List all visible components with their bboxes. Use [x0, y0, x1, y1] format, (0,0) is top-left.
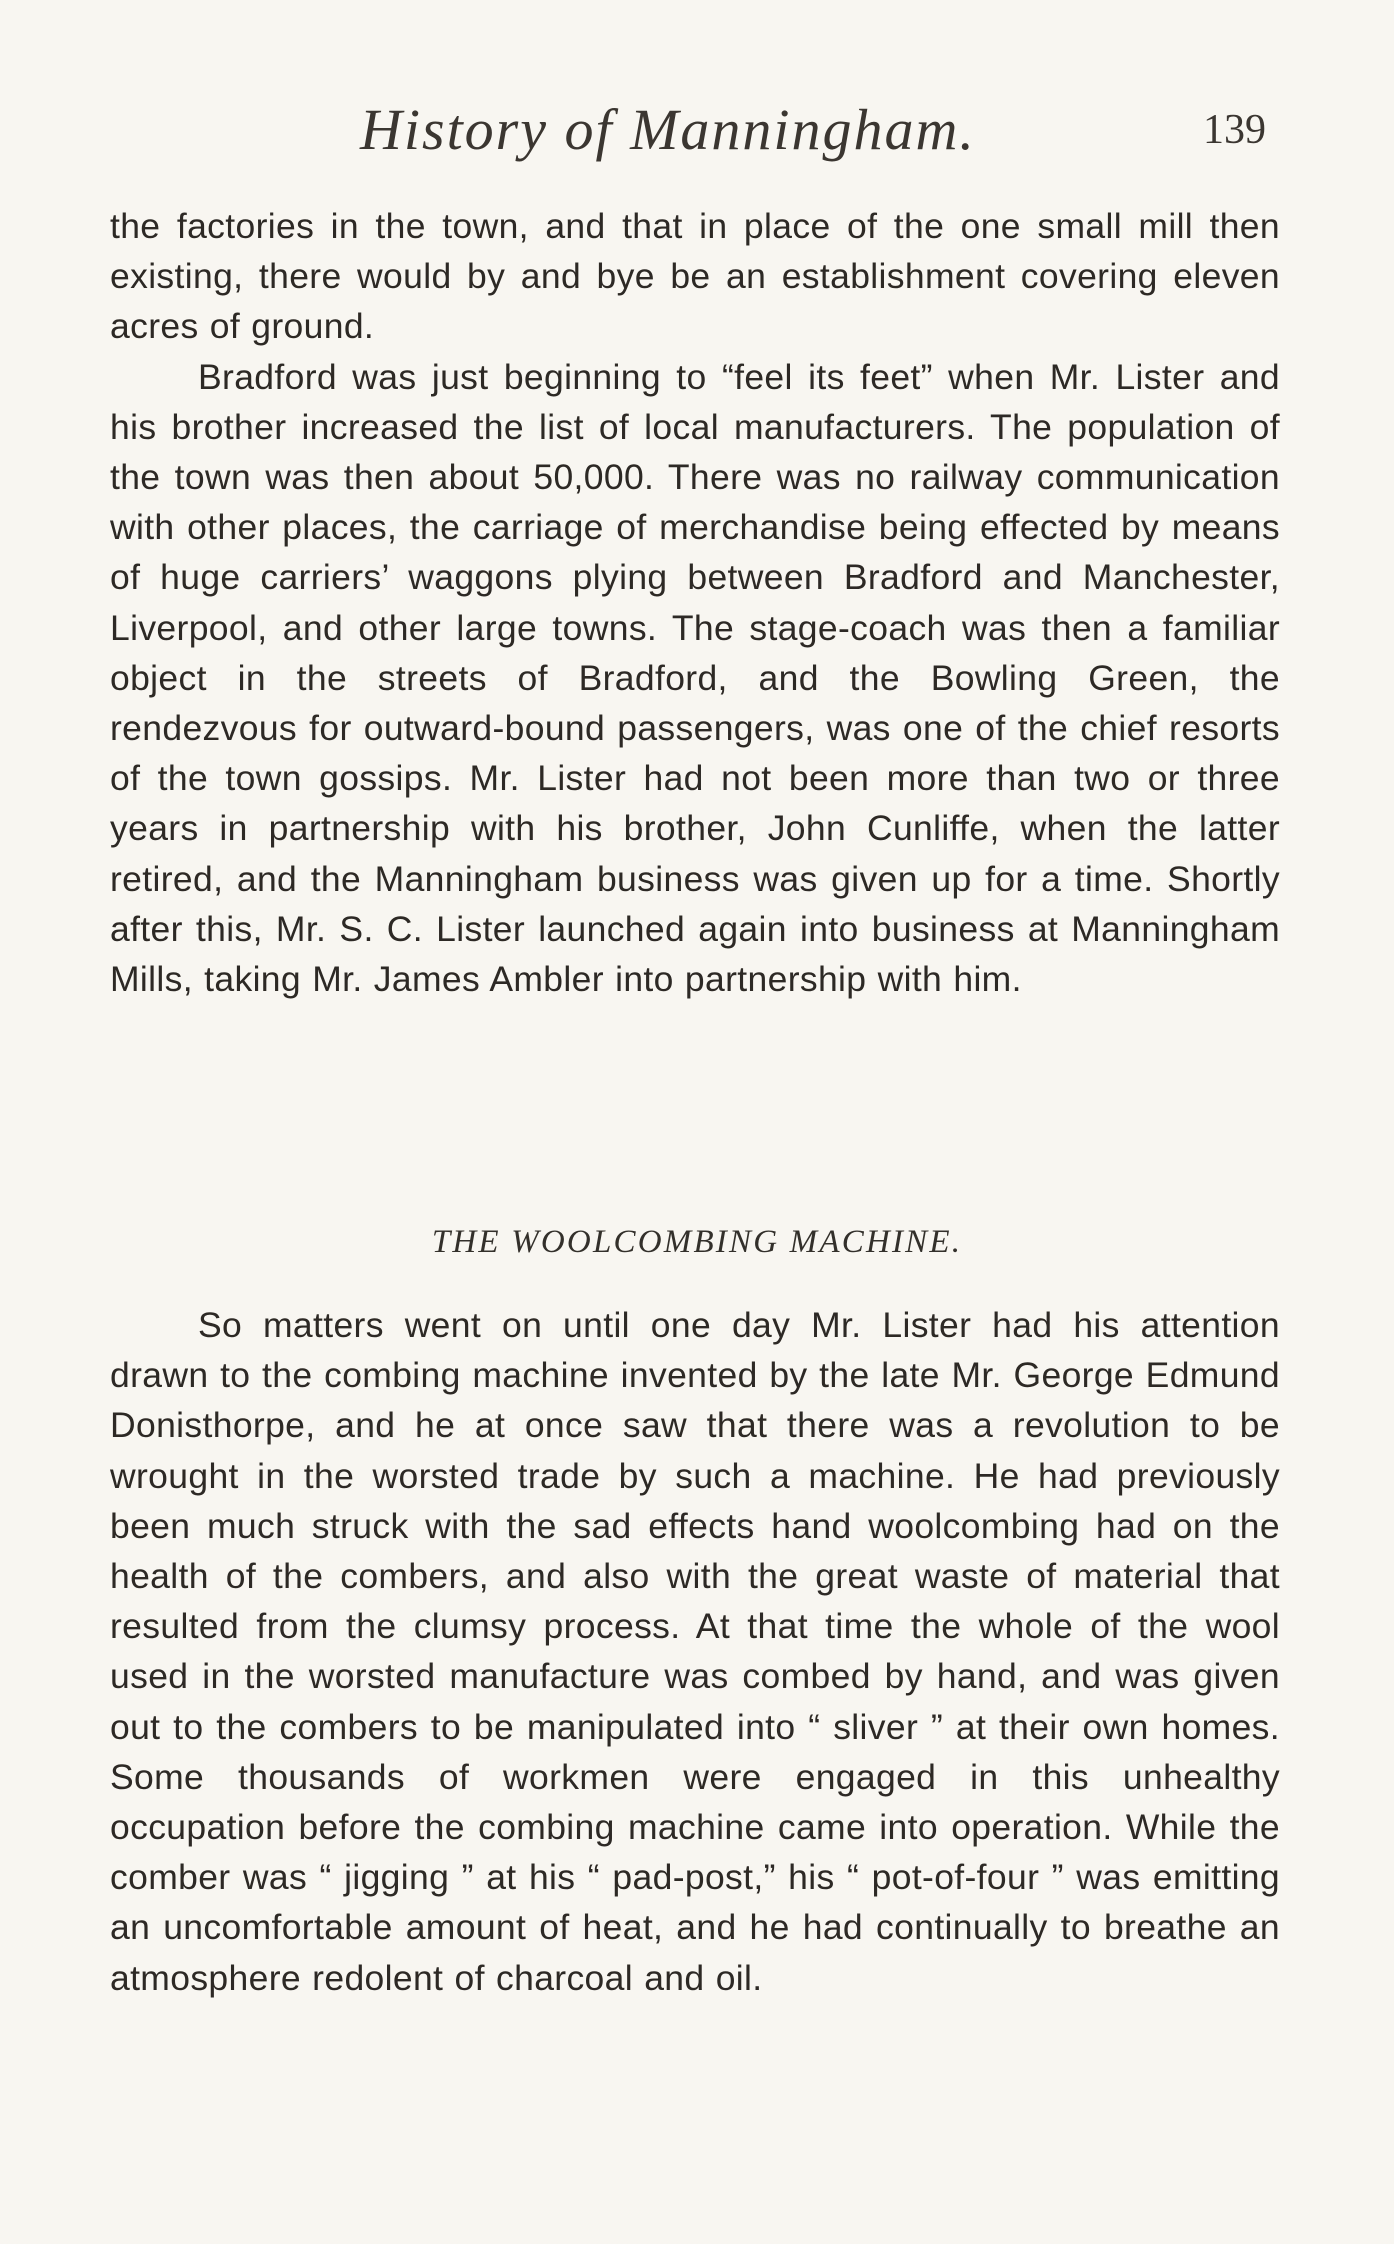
- running-title: History of Manningham.: [360, 97, 976, 162]
- body-text-lower: [110, 1300, 1280, 2003]
- paragraph-continuation: the factories in the town, and that in place of the one small mill then existing, there would by and bye be an establishment covering eleven acres of ground.: [110, 206, 1280, 347]
- page-number: 139: [1203, 107, 1266, 153]
- section-heading: THE WOOLCOMBING MACHINE.: [431, 1224, 963, 1260]
- body-text-upper: [110, 201, 1280, 1004]
- paragraph-bradford: Bradford was just beginning to “feel its feet” when Mr. Lister and his brother increased the list of local manufacturers. The population of the town was then about 50,000. There was no railway communication with other places, the carriage of merchandise being effected by means of huge carriers’ waggons plying between Bradford and Manchester, Liverpool, and other large towns. The stage-coach was then a familiar object in the streets of Bradford, and the Bowling Green, the rendezvous for outward-bound passengers, was one of the chief resorts of the town gossips. Mr. Lister had not been more than two or three years in partnership with his brother, John Cunliffe, when the latter retired, and the Manningham business was given up for a time. Shortly after this, Mr. S. C. Lister launched again into business at Manningham Mills, taking Mr. James Ambler into partnership with him.: [110, 356, 1280, 1000]
- running-header: [0, 96, 1394, 176]
- paragraph-woolcombing: So matters went on until one day Mr. Lister had his attention drawn to the combing machine invented by the late Mr. George Edmund Donisthorpe, and he at once saw that there was a revolution to be wrought in the worsted trade by such a machine. He had previously been much struck with the sad effects hand woolcombing had on the health of the combers, and also with the great waste of material that resulted from the clumsy process. At that time the whole of the wool used in the worsted manufacture was combed by hand, and was given out to the combers to be manipulated into “ sliver ” at their own homes. Some thousands of workmen were engaged in this unhealthy occupation before the combing machine came into operation. While the comber was “ jigging ” at his “ pad-post,” his “ pot-of-four ” was emitting an uncomfortable amount of heat, and he had continually to breathe an atmosphere redolent of charcoal and oil.: [110, 1305, 1280, 1998]
